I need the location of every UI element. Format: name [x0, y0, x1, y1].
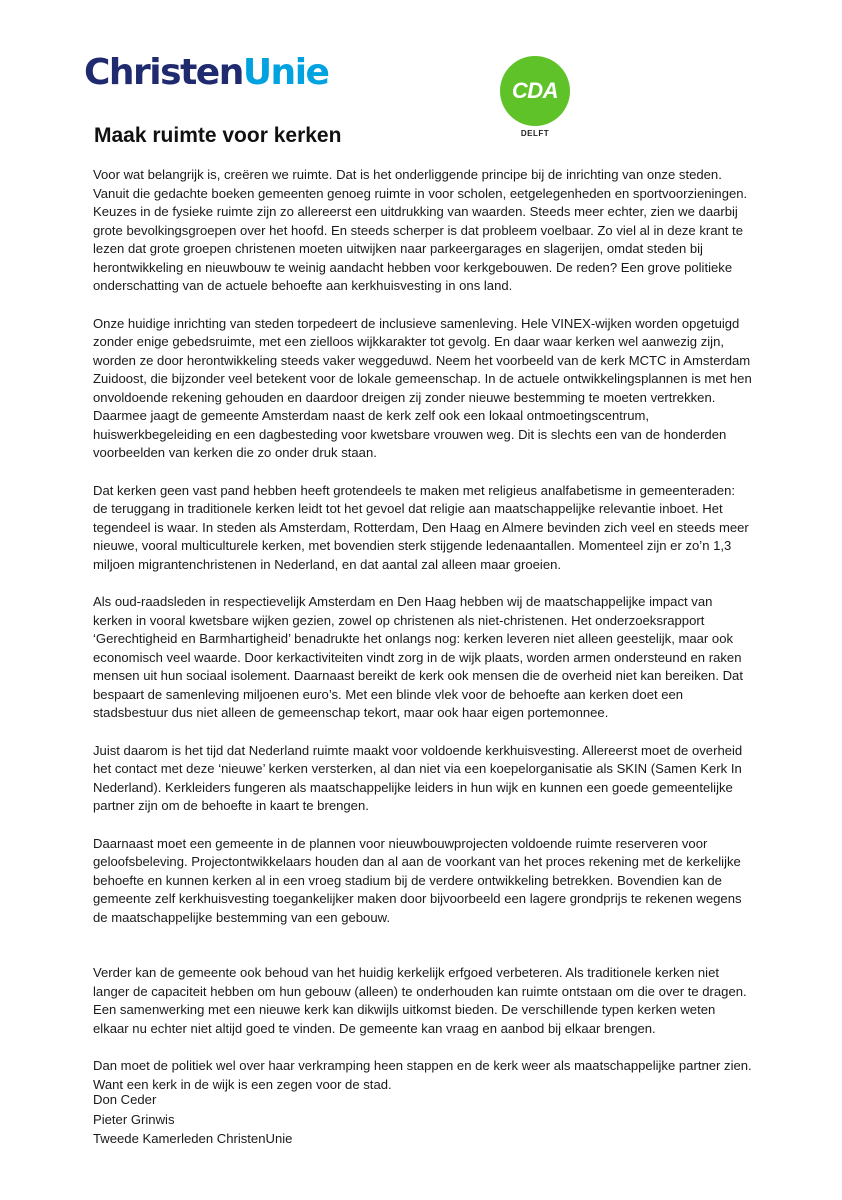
signature-author: Pieter Grinwis: [93, 1111, 175, 1127]
logo-christen-text: Christen: [84, 52, 243, 93]
paragraph: Onze huidige inrichting van steden torpedeert de inclusieve samenleving. Hele VINEX-wijken worden opgetuigd zonder enige gebedsruimte, met een zielloos wijkkarakter tot gevolg. En daar waar kerken wel aanwezig zijn, worden ze door herontwikkeling steeds vaker weggeduwd. Neem het voorbeeld van de kerk MCTC in Amsterdam Zuidoost, die bijzonder veel betekent voor de lokale gemeenschap. In de actuele ontwikkelingsplannen is met hen onvoldoende rekening gehouden en daardoor dreigen zij zonder nieuwe bestemming te moeten vertrekken. Daarmee jaagt de gemeente Amsterdam naast de kerk zelf ook een lokaal ontmoetingscentrum, huiswerkbegeleiding en een dagbesteding voor kwetsbare vrouwen weg. Dit is slechts een van de honderden voorbeelden van kerken die zo onder druk staan.: [93, 315, 752, 460]
paragraph: Daarnaast moet een gemeente in de plannen voor nieuwbouwprojecten voldoende ruimte reserveren voor geloofsbeleving. Projectontwikkelaars houden dan al aan de voorkant van het proces rekening met de kerkelijke behoefte en kunnen kerken al in een vroeg stadium bij de verdere ontwikkeling betrekken. Bovendien kan de gemeente zelf kerkhuisvesting toegankelijker maken door bijvoorbeeld een lagere grondprijs te rekenen wegens de maatschappelijke bestemming van een gebouw.: [93, 835, 742, 925]
cda-logo-subtitle: DELFT: [520, 129, 550, 138]
signature-block: [93, 1090, 292, 1149]
cda-delft-logo: [500, 56, 570, 138]
page-title: Maak ruimte voor kerken: [94, 124, 342, 147]
logo-unie-text: Unie: [242, 52, 329, 93]
article-body: [93, 166, 753, 1113]
paragraph: Voor wat belangrijk is, creëren we ruimte. Dat is het onderliggende principe bij de inrichting van onze steden. Vanuit die gedachte boeken gemeenten genoeg ruimte in voor scholen, eetgelegenheden en sportvoorzieningen. Keuzes in de fysieke ruimte zijn zo allereerst een uitdrukking van waarden. Steeds meer echter, zien we daarbij grote bevolkingsgroepen over het hoofd. En steeds scherper is dat probleem voelbaar. Zo viel al in deze krant te lezen dat grote groepen christenen moeten uitwijken naar parkeergarages en slagerijen, omdat steden bij herontwikkeling en nieuwbouw te weinig aandacht hebben voor kerkgebouwen. De reden? Een grove politieke onderschatting van de actuele behoefte aan kerkhuisvesting in ons land.: [93, 167, 748, 293]
signature-author: Don Ceder: [93, 1092, 157, 1107]
christenunie-logo: [84, 52, 328, 93]
paragraph: Verder kan de gemeente ook behoud van het huidig kerkelijk erfgoed verbeteren. Als traditionele kerken niet langer de capaciteit hebben om hun gebouw (alleen) te onderhouden kan ruimte ontstaan om die over te dragen. Een samenwerking met een nieuwe kerk kan dikwijls uitkomst bieden. De verschillende typen kerken weten elkaar nu echter niet altijd goed te vinden. De gemeente kan vraag en aanbod bij elkaar brengen.: [93, 965, 747, 1036]
paragraph: Dan moet de politiek wel over haar verkramping heen stappen en de kerk weer als maatschappelijke partner zien. Want een kerk in de wijk is een zegen voor de stad.: [93, 1058, 752, 1092]
signature-role: Tweede Kamerleden ChristenUnie: [93, 1131, 293, 1146]
paragraph: Dat kerken geen vast pand hebben heeft grotendeels te maken met religieus analfabetisme in gemeenteraden: de teruggang in traditionele kerken leidt tot het gevoel dat religie aan maatschappelijke relevantie inboet. Het tegendeel is waar. In steden als Amsterdam, Rotterdam, Den Haag en Almere bevinden zich veel en steeds meer nieuwe, vooral multiculturele kerken, met bovendien sterk stijgende ledenaantallen. Momenteel zijn er zo’n 1,3 miljoen migrantenchristenen in Nederland, en dat aantal zal alleen maar groeien.: [93, 482, 749, 572]
cda-circle-icon: [500, 56, 570, 126]
paragraph: Als oud-raadsleden in respectievelijk Amsterdam en Den Haag hebben wij de maatschappelijke impact van kerken in vooral kwetsbare wijken gezien, zowel op christenen als niet-christenen. Het onderzoeksrapport ‘Gerechtigheid en Barmhartigheid’ benadrukte het onlangs nog: kerken leveren niet alleen geestelijk, maar ook economisch veel waarde. Door kerkactiviteiten vindt zorg in de wijk plaats, worden armen ondersteund en raken mensen uit hun sociaal isolement. Daarnaast bereikt de kerk ook mensen die de overheid niet kan bereiken. Dat bespaart de samenleving miljoenen euro’s. Met een blinde vlek voor de behoefte aan kerken doet een stadsbestuur dus niet alleen de gemeenschap tekort, maar ook haar eigen portemonnee.: [93, 594, 743, 720]
paragraph: Juist daarom is het tijd dat Nederland ruimte maakt voor voldoende kerkhuisvesting. Allereerst moet de overheid het contact met deze ‘nieuwe’ kerken versterken, al dan niet via een koepelorganisatie als SKIN (Samen Kerk In Nederland). Kerkleiders fungeren als maatschappelijke leiders in hun wijk en kunnen een goede gemeentelijke partner zijn om de behoefte in kaart te brengen.: [93, 742, 743, 813]
cda-logo-text: CDA: [511, 78, 559, 103]
